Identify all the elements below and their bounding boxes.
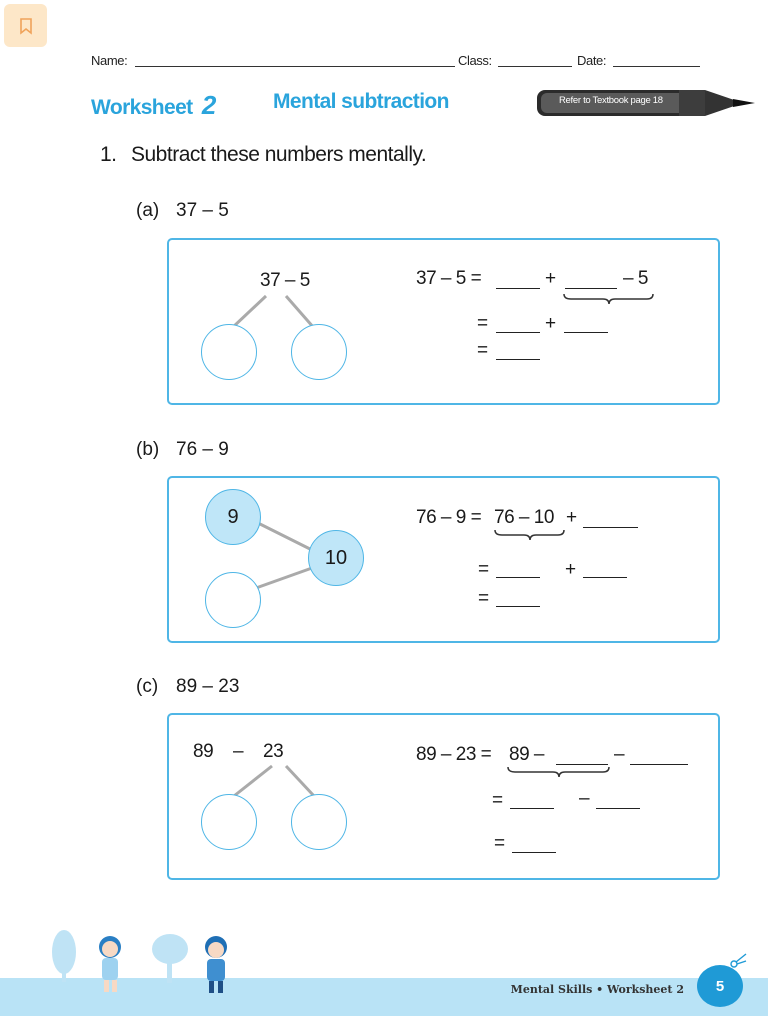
part-c-bond-minus: – [233, 741, 244, 762]
pencil-note: Refer to Textbook page 18 [559, 95, 663, 106]
part-c-bond-right: 23 [263, 741, 284, 762]
footer-text: Mental Skills • Worksheet 2 [510, 983, 684, 996]
part-c-expression: 89 – 23 [176, 676, 240, 697]
part-c-left-circle[interactable] [201, 794, 257, 850]
worksheet-number: 2 [201, 90, 216, 120]
part-a-blank-1[interactable] [496, 288, 540, 289]
part-b-blank-2[interactable] [496, 577, 540, 578]
part-b-eq2-plus: + [565, 559, 576, 580]
part-a-blank-3[interactable] [496, 332, 540, 333]
class-label: Class: [458, 53, 492, 68]
name-label: Name: [91, 53, 128, 68]
part-a-label: (a) [136, 200, 160, 221]
part-b-eq1-plus: + [566, 507, 577, 528]
part-a-eq2: = [477, 313, 488, 334]
part-c-eq1-minus: – [614, 744, 625, 765]
part-b-blank-1[interactable] [583, 527, 638, 528]
part-a-brace [563, 292, 655, 306]
part-b-blank-3[interactable] [583, 577, 627, 578]
part-c-blank-3[interactable] [510, 808, 554, 809]
class-line[interactable] [498, 66, 572, 67]
part-b-eq1-left: 76 – 9 = [416, 507, 482, 528]
part-b-right-circle: 10 [308, 530, 364, 586]
question-number: 1. [100, 143, 117, 166]
part-c-eq1-group: 89 – [509, 744, 544, 765]
part-a-eq3: = [477, 340, 488, 361]
worksheet-word: Worksheet [91, 96, 193, 119]
bookmark-button[interactable] [4, 4, 47, 47]
part-a-blank-5[interactable] [496, 359, 540, 360]
part-a-right-circle[interactable] [291, 324, 347, 380]
part-b-eq1-group: 76 – 10 [494, 507, 554, 528]
worksheet-topic: Mental subtraction [273, 90, 449, 113]
part-a-eq2-plus: + [545, 313, 556, 334]
scissors-icon [728, 952, 748, 970]
part-b-top-circle: 9 [205, 489, 261, 545]
page-number: 5 [697, 965, 743, 1007]
part-c-eq3: = [494, 833, 505, 854]
kids-illustration [40, 925, 240, 1000]
part-c-eq2: = [492, 790, 503, 811]
name-line[interactable] [135, 66, 455, 67]
part-c-blank-4[interactable] [596, 808, 640, 809]
part-c-brace [507, 765, 611, 779]
part-c-blank-2[interactable] [630, 764, 688, 765]
part-c-bond-left: 89 [193, 741, 214, 762]
worksheet-title [91, 90, 216, 121]
part-c-right-circle[interactable] [291, 794, 347, 850]
part-b-bottom-circle[interactable] [205, 572, 261, 628]
pencil-graphic [533, 84, 759, 122]
part-a-blank-2[interactable] [565, 288, 617, 289]
part-b-brace [494, 528, 566, 542]
part-b-eq3: = [478, 588, 489, 609]
part-c-eq1-left: 89 – 23 = [416, 744, 492, 765]
part-a-minus-5: – 5 [623, 268, 648, 289]
part-a-eq1-left: 37 – 5 = [416, 268, 482, 289]
part-c-label: (c) [136, 676, 159, 697]
part-b-eq2: = [478, 559, 489, 580]
part-c-eq2-minus: – [579, 788, 590, 809]
part-a-left-circle[interactable] [201, 324, 257, 380]
part-b-expression: 76 – 9 [176, 439, 229, 460]
part-b-blank-4[interactable] [496, 606, 540, 607]
part-a-blank-4[interactable] [564, 332, 608, 333]
bookmark-icon [18, 17, 34, 35]
question-text: Subtract these numbers mentally. [131, 143, 427, 166]
date-label: Date: [577, 53, 607, 68]
part-a-expression: 37 – 5 [176, 200, 229, 221]
part-a-bond-top: 37 – 5 [260, 270, 310, 291]
date-line[interactable] [613, 66, 700, 67]
part-a-eq1-plus: + [545, 268, 556, 289]
part-b-label: (b) [136, 439, 160, 460]
part-c-blank-5[interactable] [512, 852, 556, 853]
